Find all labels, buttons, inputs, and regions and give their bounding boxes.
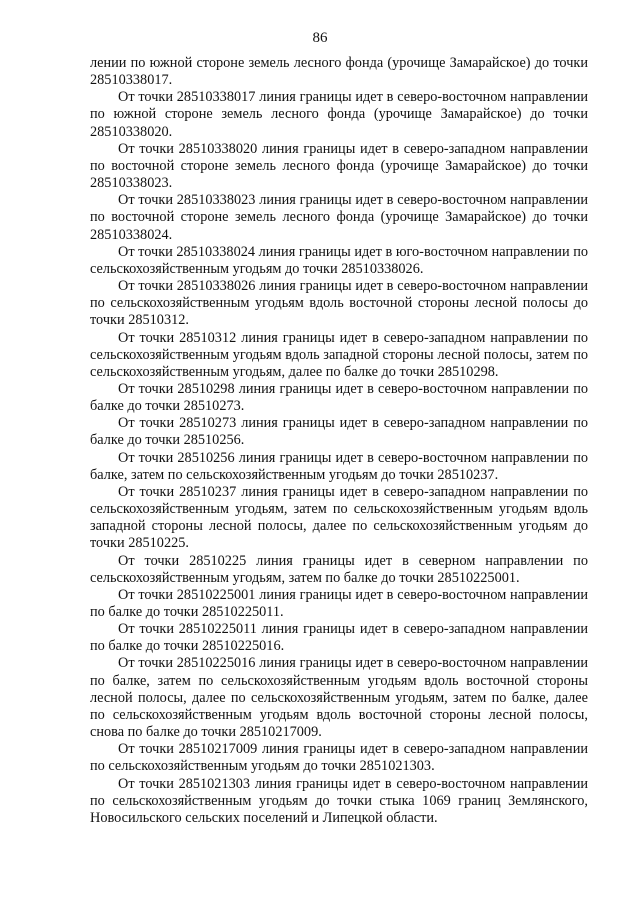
paragraph: От точки 28510217009 линия границы идет в северо-западном направлении по сельскохозяйственным угодьям до точки 2851021303. — [90, 741, 588, 775]
page-number: 86 — [312, 30, 328, 46]
document-body — [90, 55, 588, 827]
paragraph: От точки 28510225016 линия границы идет в северо-восточном направлении по балке, затем по сельскохозяйственным угодьям вдоль восточной стороны лесной полосы, далее по сельскохозяйственным угодьям, затем по балке, далее по сельскохозяйственным угодьям вдоль восточной стороны лесной полосы, снова по балке до точки 28510217009. — [90, 655, 588, 741]
paragraph: От точки 28510273 линия границы идет в северо-западном направлении по балке до точки 28510256. — [90, 415, 588, 449]
paragraph: От точки 28510338026 линия границы идет в северо-восточном направлении по сельскохозяйственным угодьям вдоль восточной стороны лесной полосы до точки 28510312. — [90, 278, 588, 329]
paragraph-continuation: лении по южной стороне земель лесного фонда (урочище Замарайское) до точки 28510338017. — [90, 55, 588, 89]
paragraph: От точки 2851021303 линия границы идет в северо-восточном направлении по сельскохозяйственным угодьям до точки стыка 1069 границ Землянского, Новосильского сельских поселений и Липецкой области. — [90, 775, 588, 826]
paragraph: От точки 28510338020 линия границы идет в северо-западном направлении по восточной стороне земель лесного фонда (урочище Замарайское) до точки 28510338023. — [90, 140, 588, 192]
paragraph: От точки 28510225001 линия границы идет в северо-восточном направлении по балке до точки 28510225011. — [90, 586, 588, 620]
paragraph: От точки 28510237 линия границы идет в северо-западном направлении по сельскохозяйственным угодьям, затем по сельскохозяйственным угодьям вдоль западной стороны лесной полосы, далее по сельскохозяйственным угодьям до точки 28510225. — [90, 483, 588, 552]
paragraph: От точки 28510298 линия границы идет в северо-восточном направлении по балке до точки 28510273. — [90, 380, 588, 415]
paragraph: От точки 28510225011 линия границы идет в северо-западном направлении по балке до точки 28510225016. — [90, 621, 588, 655]
paragraph: От точки 28510338017 линия границы идет в северо-восточном направлении по южной стороне земель лесного фонда (урочище Замарайское) до точки 28510338020. — [90, 89, 588, 140]
paragraph: От точки 28510256 линия границы идет в северо-восточном направлении по балке, затем по сельскохозяйственным угодьям до точки 28510237. — [90, 449, 588, 483]
paragraph: От точки 28510338024 линия границы идет в юго-восточном направлении по сельскохозяйственным угодьям до точки 28510338026. — [90, 243, 588, 277]
paragraph: От точки 28510338023 линия границы идет в северо-восточном направлении по восточной стороне земель лесного фонда (урочище Замарайское) до точки 28510338024. — [90, 192, 588, 243]
paragraph: От точки 28510312 линия границы идет в северо-западном направлении по сельскохозяйственным угодьям вдоль западной стороны лесной полосы, затем по сельскохозяйственным угодьям, далее по балке до точки 28510298. — [90, 329, 588, 380]
paragraph: От точки 28510225 линия границы идет в северном направлении по сельскохозяйственным угодьям, затем по балке до точки 28510225001. — [90, 552, 588, 586]
